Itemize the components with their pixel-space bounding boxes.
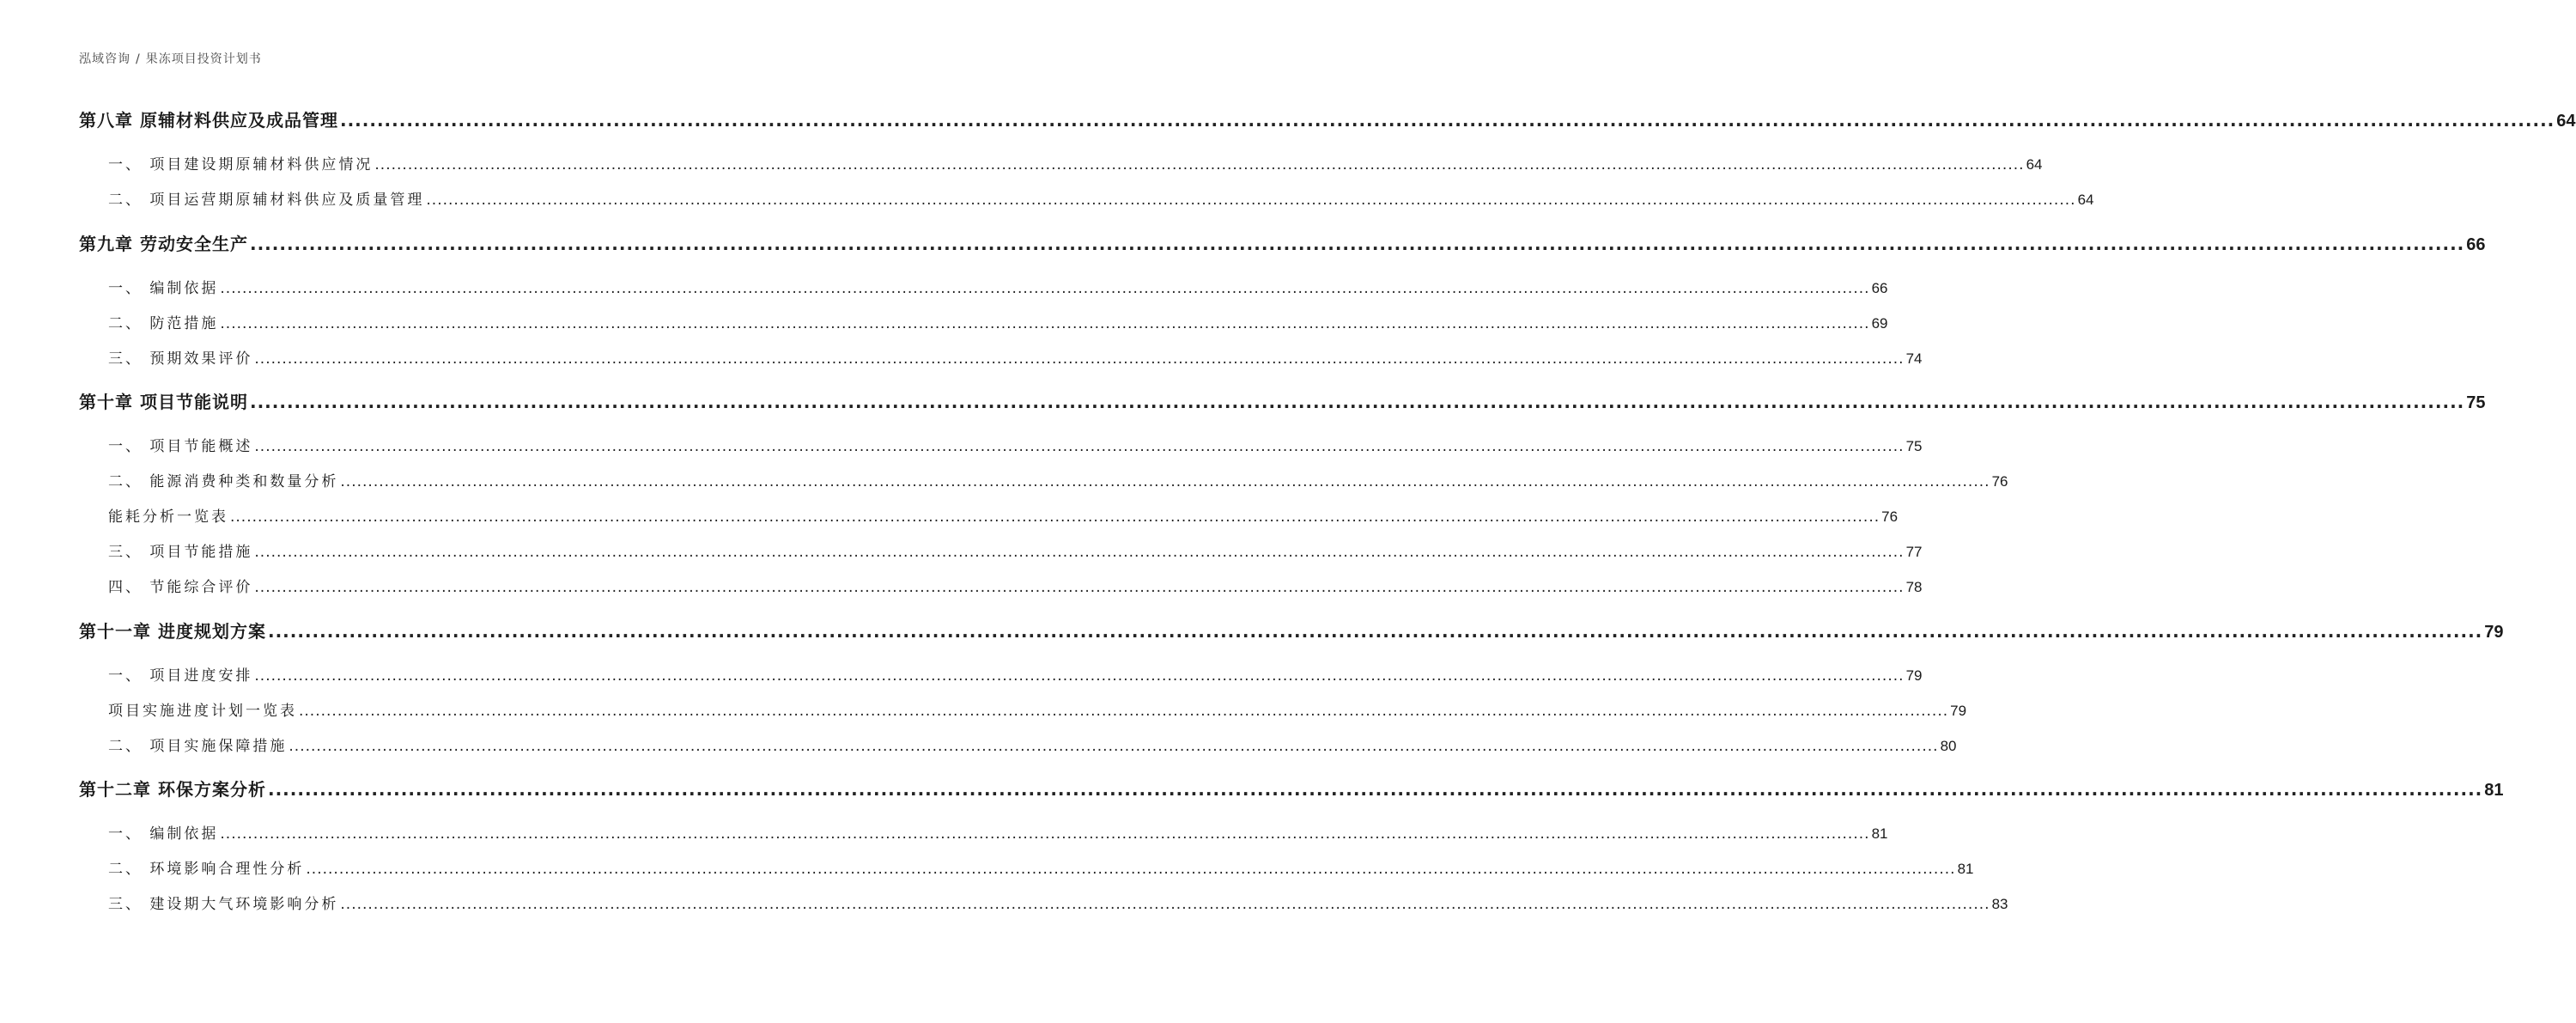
toc-entry-title: 项目实施进度计划一览表 bbox=[108, 703, 297, 720]
toc-entry-page: 74 bbox=[1905, 350, 1923, 367]
toc-entry-title: 二、 项目运营期原辅材料供应及质量管理 bbox=[108, 192, 425, 209]
dot-leader: ............................................................................................................................................................................................................................................................................................................ bbox=[299, 703, 1949, 720]
toc-entry-title: 第十一章 进度规划方案 bbox=[79, 621, 266, 642]
toc-entry-page: 78 bbox=[1905, 579, 1923, 595]
dot-leader: ............................................................................................................................................................................................................................................................................................................ bbox=[267, 621, 2483, 642]
toc-section[interactable] bbox=[79, 663, 1923, 685]
toc-entry-title: 第十章 项目节能说明 bbox=[79, 392, 248, 412]
toc-entry-page: 77 bbox=[1905, 544, 1923, 560]
toc-entry-title: 三、 建设期大气环境影响分析 bbox=[108, 896, 339, 913]
toc-entry-page: 64 bbox=[2556, 112, 2576, 131]
toc-entry-page: 81 bbox=[1957, 861, 1974, 877]
header-separator: / bbox=[136, 52, 141, 66]
dot-leader: ............................................................................................................................................................................................................................................................................................................ bbox=[220, 825, 1870, 843]
dot-leader: ............................................................................................................................................................................................................................................................................................................ bbox=[254, 544, 1905, 561]
toc-entry-title: 三、 项目节能措施 bbox=[108, 544, 253, 561]
toc-entry-title: 一、 编制依据 bbox=[108, 280, 219, 297]
toc-chapter[interactable] bbox=[79, 107, 2576, 131]
toc-entry-title: 一、 项目进度安排 bbox=[108, 667, 253, 685]
toc-chapter[interactable] bbox=[79, 230, 2486, 255]
toc-section[interactable] bbox=[79, 504, 1899, 526]
toc-entry-title: 三、 预期效果评价 bbox=[108, 350, 253, 368]
toc-entry-title: 四、 节能综合评价 bbox=[108, 579, 253, 596]
dot-leader: ............................................................................................................................................................................................................................................................................................................ bbox=[254, 579, 1905, 596]
toc-entry-title: 第九章 劳动安全生产 bbox=[79, 234, 248, 254]
toc-entry-title: 二、 能源消费种类和数量分析 bbox=[108, 473, 339, 490]
dot-leader: ............................................................................................................................................................................................................................................................................................................ bbox=[254, 667, 1905, 685]
toc-section[interactable] bbox=[79, 346, 1923, 368]
dot-leader: ............................................................................................................................................................................................................................................................................................................ bbox=[340, 473, 1990, 490]
toc-section[interactable] bbox=[79, 152, 2043, 174]
dot-leader: ............................................................................................................................................................................................................................................................................................................ bbox=[249, 392, 2465, 412]
toc-entry-title: 第十二章 环保方案分析 bbox=[79, 779, 266, 800]
toc-entry-title: 一、 项目节能概述 bbox=[108, 438, 253, 455]
toc-entry-title: 二、 环境影响合理性分析 bbox=[108, 861, 305, 878]
toc-entry-title: 一、 项目建设期原辅材料供应情况 bbox=[108, 156, 374, 174]
dot-leader: ............................................................................................................................................................................................................................................................................................................ bbox=[374, 156, 2025, 174]
toc-chapter[interactable] bbox=[79, 388, 2486, 413]
toc-chapter[interactable] bbox=[79, 776, 2504, 801]
toc-entry-title: 二、 防范措施 bbox=[108, 315, 219, 332]
toc-chapter[interactable] bbox=[79, 618, 2504, 642]
toc-entry-page: 83 bbox=[1991, 896, 2008, 912]
dot-leader: ............................................................................................................................................................................................................................................................................................................ bbox=[249, 234, 2465, 254]
dot-leader: ............................................................................................................................................................................................................................................................................................................ bbox=[426, 192, 2076, 209]
toc-entry-page: 66 bbox=[1871, 280, 1888, 296]
dot-leader: ............................................................................................................................................................................................................................................................................................................ bbox=[289, 738, 1939, 755]
toc-entry-title: 一、 编制依据 bbox=[108, 825, 219, 843]
toc-entry-page: 79 bbox=[1905, 667, 1923, 684]
dot-leader: ............................................................................................................................................................................................................................................................................................................ bbox=[267, 779, 2483, 800]
toc-entry-page: 64 bbox=[2077, 192, 2094, 208]
toc-entry-page: 81 bbox=[2484, 781, 2504, 800]
dot-leader: ............................................................................................................................................................................................................................................................................................................ bbox=[254, 438, 1905, 455]
page-header bbox=[79, 50, 262, 67]
dot-leader: ............................................................................................................................................................................................................................................................................................................ bbox=[340, 896, 1990, 913]
toc-section[interactable] bbox=[79, 734, 1957, 755]
toc-section[interactable] bbox=[79, 821, 1888, 843]
toc-entry-page: 81 bbox=[1871, 825, 1888, 842]
toc-section[interactable] bbox=[79, 187, 2094, 209]
dot-leader: ............................................................................................................................................................................................................................................................................................................ bbox=[220, 280, 1870, 297]
toc-section[interactable] bbox=[79, 469, 2008, 490]
toc-section[interactable] bbox=[79, 539, 1923, 561]
header-doc-title: 果冻项目投资计划书 bbox=[145, 52, 262, 66]
toc-section[interactable] bbox=[79, 311, 1888, 332]
dot-leader: ............................................................................................................................................................................................................................................................................................................ bbox=[306, 861, 1956, 878]
toc-entry-page: 76 bbox=[1991, 473, 2008, 490]
toc-entry-title: 能耗分析一览表 bbox=[108, 508, 228, 526]
toc-entry-title: 二、 项目实施保障措施 bbox=[108, 738, 288, 755]
dot-leader: ............................................................................................................................................................................................................................................................................................................ bbox=[254, 350, 1905, 368]
toc-section[interactable] bbox=[79, 276, 1888, 297]
toc-entry-page: 66 bbox=[2466, 235, 2486, 254]
toc-entry-page: 79 bbox=[2484, 623, 2504, 642]
dot-leader: ............................................................................................................................................................................................................................................................................................................ bbox=[339, 110, 2555, 131]
dot-leader: ............................................................................................................................................................................................................................................................................................................ bbox=[230, 508, 1880, 526]
dot-leader: ............................................................................................................................................................................................................................................................................................................ bbox=[220, 315, 1870, 332]
toc-entry-page: 64 bbox=[2026, 156, 2043, 173]
toc-section[interactable] bbox=[79, 575, 1923, 596]
toc-entry-page: 75 bbox=[2466, 393, 2486, 412]
toc-section[interactable] bbox=[79, 434, 1923, 455]
toc-entry-title: 第八章 原辅材料供应及成品管理 bbox=[79, 110, 338, 131]
toc-section[interactable] bbox=[79, 856, 1974, 878]
toc-section[interactable] bbox=[79, 892, 2008, 913]
header-company: 泓域咨询 bbox=[79, 52, 131, 66]
toc-entry-page: 80 bbox=[1940, 738, 1957, 754]
toc-entry-page: 69 bbox=[1871, 315, 1888, 332]
toc-entry-page: 75 bbox=[1905, 438, 1923, 454]
toc-entry-page: 79 bbox=[1950, 703, 1967, 719]
toc-entry-page: 76 bbox=[1881, 508, 1899, 525]
toc-section[interactable] bbox=[79, 698, 1967, 720]
